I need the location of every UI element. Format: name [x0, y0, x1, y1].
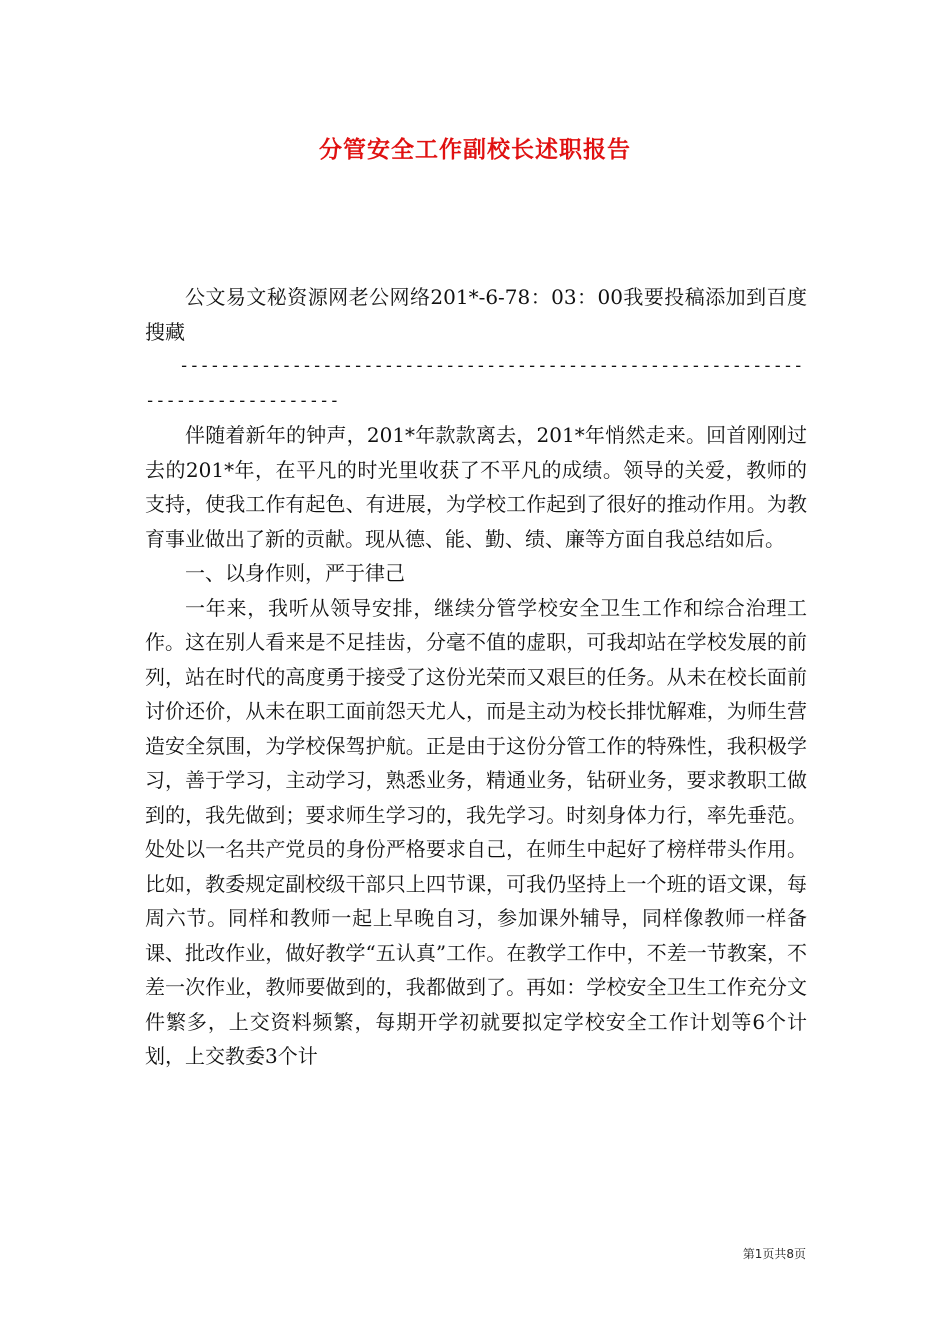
document-title: 分管安全工作副校长述职报告 [319, 137, 631, 163]
section-heading: 一、以身作则，严于律己 [185, 561, 405, 585]
paragraph-intro: 伴随着新年的钟声，201*年款款离去，201*年悄然走来。回首刚刚过去的201*年，在平凡的时光里收获了不平凡的成绩。领导的关爱，教师的支持，使我工作有起色、有进展，为学校工作起到了很好的推动作用。为教育事业做出了新的贡献。现从德、能、勤、绩、廉等方面自我总结如后。 [145, 423, 807, 551]
paragraph-section-one: 一年来，我听从领导安排，继续分管学校安全卫生工作和综合治理工作。这在别人看来是不足挂齿，分毫不值的虚职，可我却站在学校发展的前列，站在时代的高度勇于接受了这份光荣而又艰巨的任务。从未在校长面前讨价还价，从未在职工面前怨天尤人，而是主动为校长排忧解难，为师生营造安全氛围，为学校保驾护航。正是由于这份分管工作的特殊性，我积极学习，善于学习，主动学习，熟悉业务，精通业务，钻研业务，要求教职工做到的，我先做到；要求师生学习的，我先学习。时刻身体力行，率先垂范。处处以一名共产党员的身份严格要求自己，在师生中起好了榜样带头作用。比如，教委规定副校级干部只上四节课，可我仍坚持上一个班的语文课，每周六节。同样和教师一起上早晚自习，参加课外辅导，同样像教师一样备课、批改作业，做好教学“五认真”工作。在教学工作中，不差一节教案，不差一次作业，教师要做到的，我都做到了。再如：学校安全卫生工作充分文件繁多，上交资料频繁，每期开学初就要拟定学校安全工作计划等6个计划，上交教委3个计 [145, 595, 807, 1068]
divider-line: -------------------------------------------------------------------------------- [145, 356, 804, 411]
page-number-footer: 第1页共8页 [742, 1247, 806, 1261]
source-line: 公文易文秘资源网老公网络201*-6-78：03：00我要投稿添加到百度搜藏 [145, 285, 807, 344]
document-body [145, 280, 807, 1074]
